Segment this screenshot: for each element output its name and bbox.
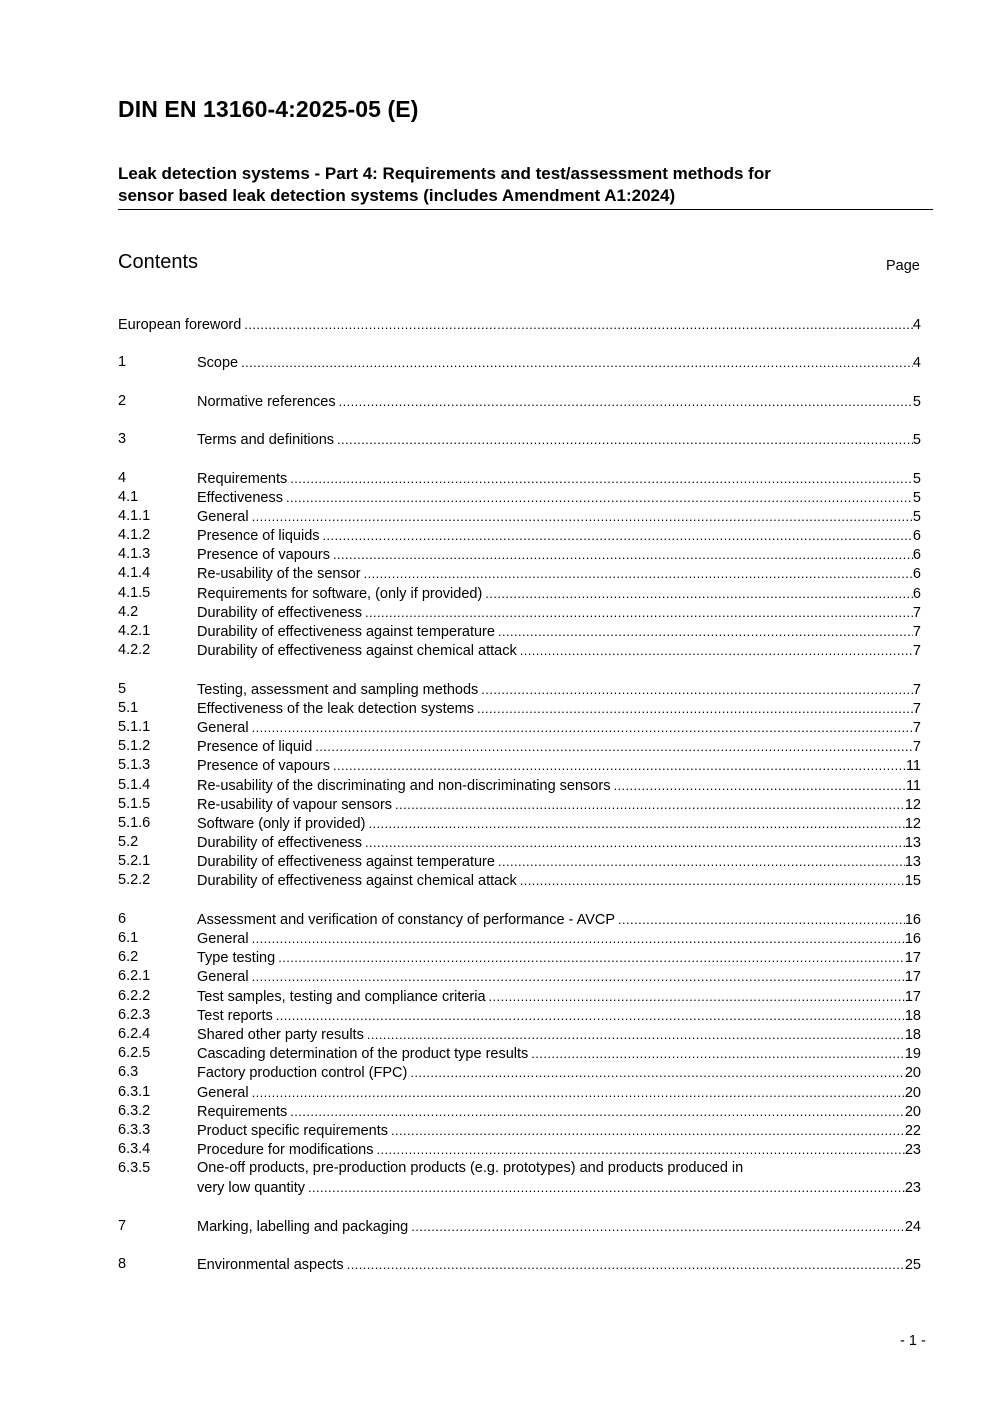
toc-entry-title: Type testing	[197, 950, 276, 967]
toc-entry-number: 1	[118, 354, 127, 371]
toc-entry-title: Assessment and verification of constancy of performance - AVCP	[197, 911, 616, 928]
toc-entry-page: 15	[904, 873, 921, 890]
toc-entry-body	[197, 948, 921, 968]
toc-dot-leader	[395, 795, 905, 814]
toc-entry[interactable]	[118, 564, 921, 583]
toc-entry[interactable]	[118, 1140, 921, 1159]
toc-dot-leader	[241, 353, 913, 372]
toc-entry-body	[197, 526, 921, 546]
toc-entry-body	[197, 1083, 921, 1103]
toc-entry-body	[197, 545, 921, 565]
toc-entry-body	[197, 852, 921, 872]
toc-entry-page: 5	[912, 489, 921, 506]
toc-entry[interactable]	[118, 1102, 921, 1121]
toc-entry-page: 18	[904, 1007, 921, 1024]
toc-entry[interactable]	[118, 545, 921, 564]
toc-entry-title: Presence of vapours	[197, 547, 330, 564]
toc-entry[interactable]	[118, 1044, 921, 1063]
toc-entry-title: very low quantity	[197, 1180, 305, 1197]
toc-entry-page: 5	[912, 393, 921, 410]
toc-entry-page: 7	[912, 739, 921, 756]
toc-dot-leader	[252, 1083, 905, 1102]
toc-entry-number: 5.2	[118, 834, 139, 851]
toc-entry-body	[118, 315, 921, 335]
toc-entry[interactable]	[118, 584, 921, 603]
toc-entry-number: 5.1.6	[118, 814, 151, 831]
toc-entry-page: 17	[904, 988, 921, 1005]
page-number: - 1 -	[900, 1333, 926, 1349]
toc-entry-page: 19	[904, 1046, 921, 1063]
toc-dot-leader	[290, 1102, 905, 1121]
toc-dot-leader	[337, 430, 913, 449]
toc-entry-body	[197, 641, 921, 661]
toc-entry-page: 7	[912, 624, 921, 640]
toc-entry[interactable]	[118, 967, 921, 986]
toc-entry-number: 6.3.5	[118, 1160, 151, 1177]
toc-dot-leader	[498, 852, 905, 871]
toc-entry-page: 16	[904, 911, 921, 928]
toc-entry-body	[197, 488, 921, 508]
toc-entry-number: 4.2.1	[118, 623, 151, 639]
toc-entry-number: 6.2.1	[118, 968, 151, 985]
toc-entry-body	[197, 622, 921, 642]
toc-entry-number: 8	[118, 1256, 127, 1273]
toc-dot-leader	[613, 776, 905, 795]
toc-entry-page: 7	[912, 643, 921, 660]
toc-entry[interactable]	[118, 814, 921, 833]
toc-entry-page: 18	[904, 1026, 921, 1043]
toc-dot-leader	[365, 833, 905, 852]
toc-entry-number: 5.1.1	[118, 718, 151, 735]
toc-entry-body	[197, 871, 921, 891]
toc-entry-number: 6.2.2	[118, 987, 151, 1004]
toc-entry-body	[197, 1006, 921, 1026]
toc-entry-title: Effectiveness of the leak detection systems	[197, 700, 474, 717]
toc-entry[interactable]	[118, 1217, 921, 1236]
toc-entry-title: Presence of liquids	[197, 528, 320, 545]
toc-entry-title: Requirements	[197, 1103, 288, 1120]
toc-entry-number: 6	[118, 910, 127, 927]
toc-dot-leader	[252, 718, 913, 737]
toc-entry-page: 6	[912, 585, 921, 602]
toc-entry-title: Durability of effectiveness against chemical attack	[197, 873, 517, 890]
toc-entry-body	[197, 603, 921, 623]
toc-dot-leader	[498, 622, 913, 641]
toc-dot-leader	[290, 469, 913, 488]
toc-dot-leader	[485, 584, 913, 603]
toc-entry-title: Product specific requirements	[197, 1122, 388, 1139]
toc-dot-leader	[391, 1121, 905, 1140]
toc-entry[interactable]	[118, 1006, 921, 1025]
toc-entry-page: 5	[912, 508, 921, 525]
toc-entry-number: 4.1.5	[118, 584, 151, 601]
toc-dot-leader	[481, 680, 913, 699]
toc-entry-number: 5.1.4	[118, 776, 151, 793]
toc-entry-title: General	[197, 508, 249, 525]
toc-entry-body	[197, 564, 921, 584]
toc-entry-number: 4.2	[118, 603, 139, 620]
toc-entry[interactable]	[118, 852, 921, 871]
toc-entry[interactable]	[118, 833, 921, 852]
toc-entry-title: Durability of effectiveness against temperature	[197, 624, 495, 640]
toc-entry-body	[197, 1255, 921, 1275]
toc-entry[interactable]	[118, 469, 921, 488]
toc-entry-title: General	[197, 719, 249, 736]
toc-entry-page: 24	[904, 1218, 921, 1235]
toc-entry-title: Test reports	[197, 1007, 273, 1024]
toc-entry-number: 6.3.1	[118, 1083, 151, 1100]
toc-entry-title: Durability of effectiveness against temperature	[197, 854, 495, 871]
toc-entry[interactable]	[118, 910, 921, 929]
toc-entry-page: 6	[912, 528, 921, 545]
toc-entry-title: Durability of effectiveness against chemical attack	[197, 643, 517, 660]
toc-entry-body	[197, 987, 921, 1007]
toc-entry-page: 12	[904, 796, 921, 813]
toc-entry-title: Environmental aspects	[197, 1257, 344, 1274]
toc-entry[interactable]	[118, 756, 921, 775]
toc-entry-number: 6.2.3	[118, 1006, 151, 1023]
toc-entry-number: 4.1.3	[118, 546, 151, 563]
toc-entry[interactable]	[118, 315, 921, 334]
toc-dot-leader	[489, 987, 905, 1006]
toc-entry[interactable]	[118, 430, 921, 449]
toc-entry-title: Durability of effectiveness	[197, 604, 362, 621]
toc-entry-page: 13	[904, 835, 921, 852]
toc-entry-number: 6.1	[118, 930, 139, 946]
toc-entry-number: 4.1	[118, 488, 139, 505]
toc-entry-title: Re-usability of the sensor	[197, 566, 361, 583]
toc-entry[interactable]	[118, 1025, 921, 1044]
toc-entry-number: 4	[118, 469, 127, 486]
toc-entry-page: 5	[912, 470, 921, 487]
toc-entry-title: Cascading determination of the product type results	[197, 1046, 529, 1063]
toc-dot-leader	[411, 1217, 905, 1236]
toc-entry[interactable]	[118, 871, 921, 890]
toc-entry-body	[197, 1025, 921, 1045]
toc-dot-leader	[333, 756, 906, 775]
toc-entry-body	[197, 699, 921, 719]
toc-entry-title: Testing, assessment and sampling methods	[197, 681, 479, 698]
toc-entry[interactable]	[118, 987, 921, 1006]
toc-entry-number: 6.3.3	[118, 1121, 151, 1138]
toc-entry-body	[197, 910, 921, 930]
toc-entry-page: 17	[904, 969, 921, 986]
toc-entry-title: Scope	[197, 355, 239, 372]
toc-dot-leader	[252, 967, 905, 986]
toc-entry-number: 5.1.2	[118, 738, 151, 755]
toc-entry-number: 4.1.1	[118, 507, 151, 524]
toc-entry[interactable]	[118, 737, 921, 756]
toc-entry[interactable]	[118, 526, 921, 545]
subtitle-line-1: Leak detection systems - Part 4: Requirements and test/assessment methods for	[118, 164, 771, 183]
toc-entry-page: 13	[904, 854, 921, 871]
toc-dot-leader	[278, 948, 905, 967]
toc-entry-title: Normative references	[197, 393, 336, 410]
toc-entry-page: 20	[904, 1065, 921, 1082]
toc-entry-body	[197, 737, 921, 757]
toc-entry-title: European foreword	[118, 317, 242, 333]
toc-entry-title: Effectiveness	[197, 489, 283, 506]
toc-entry[interactable]	[118, 1159, 921, 1178]
toc-entry-body	[197, 469, 921, 489]
toc-entry[interactable]	[118, 622, 921, 641]
toc-entry-number: 5.2.2	[118, 872, 151, 889]
toc-dot-leader	[315, 737, 913, 756]
toc-entry-number: 6.3.2	[118, 1102, 151, 1119]
toc-entry-body	[197, 1217, 921, 1237]
toc-entry-page: 20	[904, 1103, 921, 1120]
toc-entry-page: 16	[904, 931, 921, 947]
toc-entry-page: 7	[912, 604, 921, 621]
toc-dot-leader	[520, 641, 913, 660]
toc-entry-number: 4.1.4	[118, 565, 151, 582]
toc-dot-leader	[410, 1063, 905, 1082]
toc-dot-leader	[531, 1044, 905, 1063]
toc-entry-page: 4	[912, 355, 921, 372]
toc-entry-page: 7	[912, 719, 921, 736]
toc-entry-body	[197, 1140, 921, 1160]
toc-dot-leader	[365, 603, 913, 622]
toc-entry-page: 23	[904, 1180, 921, 1197]
toc-entry-title: Test samples, testing and compliance criteria	[197, 988, 486, 1005]
toc-entry-title: Procedure for modifications	[197, 1142, 374, 1159]
toc-entry-page: 5	[912, 432, 921, 449]
toc-entry-title: Terms and definitions	[197, 432, 335, 449]
toc-entry[interactable]	[118, 929, 921, 948]
toc-dot-leader	[368, 814, 904, 833]
toc-entry-body	[197, 430, 921, 450]
toc-entry-body	[197, 1178, 921, 1198]
toc-entry[interactable]	[118, 1255, 921, 1274]
table-of-contents	[118, 315, 921, 1274]
toc-entry-number: 6.2.5	[118, 1045, 151, 1062]
toc-entry-title: Re-usability of the discriminating and non-discriminating sensors	[197, 777, 611, 794]
toc-entry-number: 6.2.4	[118, 1025, 151, 1042]
toc-entry-body	[197, 756, 921, 776]
toc-entry-page: 6	[912, 566, 921, 583]
toc-entry-page: 11	[905, 758, 921, 775]
toc-entry-number: 6.3.4	[118, 1141, 151, 1158]
toc-dot-leader	[252, 507, 913, 526]
toc-dot-leader	[252, 929, 905, 948]
toc-entry-body	[197, 929, 921, 949]
toc-entry-page: 25	[904, 1257, 921, 1274]
document-subtitle	[118, 163, 933, 210]
toc-entry-page: 17	[904, 950, 921, 967]
toc-entry-number: 5.2.1	[118, 853, 151, 870]
toc-entry-title: Marking, labelling and packaging	[197, 1218, 409, 1235]
toc-entry-number: 2	[118, 392, 127, 409]
toc-entry-number: 5.1.3	[118, 757, 151, 774]
toc-entry-title: Durability of effectiveness	[197, 835, 362, 852]
page-column-label: Page	[886, 258, 920, 274]
toc-entry[interactable]	[118, 718, 921, 737]
toc-entry-title: General	[197, 931, 249, 947]
toc-entry-body	[197, 814, 921, 834]
toc-entry-page: 20	[904, 1084, 921, 1101]
toc-entry[interactable]	[118, 488, 921, 507]
toc-entry-body	[197, 1159, 921, 1178]
toc-entry[interactable]	[118, 680, 921, 699]
toc-entry-title: Presence of vapours	[197, 758, 330, 775]
toc-entry[interactable]	[118, 1121, 921, 1140]
toc-entry[interactable]	[118, 507, 921, 526]
toc-entry-title: One-off products, pre-production products (e.g. prototypes) and products produced in	[197, 1160, 744, 1177]
toc-entry-page: 7	[912, 681, 921, 698]
toc-entry-number: 5.1.5	[118, 795, 151, 812]
toc-entry-body	[197, 718, 921, 738]
toc-entry-title: Requirements for software, (only if provided)	[197, 585, 483, 602]
toc-entry[interactable]	[118, 1178, 921, 1197]
toc-dot-leader	[244, 315, 913, 334]
toc-entry-body	[197, 1102, 921, 1122]
toc-dot-leader	[520, 871, 905, 890]
toc-entry-title: General	[197, 969, 249, 986]
toc-entry-page: 12	[904, 815, 921, 832]
toc-dot-leader	[347, 1255, 905, 1274]
toc-entry-number: 6.2	[118, 949, 139, 966]
toc-entry-body	[197, 680, 921, 700]
toc-entry[interactable]	[118, 1083, 921, 1102]
toc-entry-page: 6	[912, 547, 921, 564]
toc-entry-page: 22	[904, 1122, 921, 1139]
toc-entry-body	[197, 1044, 921, 1064]
toc-dot-leader	[323, 526, 913, 545]
toc-entry-number: 3	[118, 431, 127, 448]
toc-entry-title: Requirements	[197, 470, 288, 487]
toc-entry-body	[197, 795, 921, 815]
toc-entry[interactable]	[118, 392, 921, 411]
toc-entry[interactable]	[118, 776, 921, 795]
toc-dot-leader	[308, 1178, 905, 1197]
toc-dot-leader	[377, 1140, 905, 1159]
toc-entry-number: 6.3	[118, 1064, 139, 1081]
toc-dot-leader	[286, 488, 913, 507]
toc-entry-body	[197, 507, 921, 527]
toc-entry-title: General	[197, 1084, 249, 1101]
toc-entry-title: Re-usability of vapour sensors	[197, 796, 393, 813]
toc-dot-leader	[367, 1025, 905, 1044]
toc-entry-body	[197, 584, 921, 604]
contents-heading: Contents	[118, 251, 199, 273]
toc-entry-number: 5.1	[118, 699, 139, 716]
subtitle-line-2: sensor based leak detection systems (includes Amendment A1:2024)	[118, 186, 676, 205]
toc-entry[interactable]	[118, 699, 921, 718]
toc-dot-leader	[618, 910, 905, 929]
toc-entry-number: 7	[118, 1217, 127, 1234]
toc-entry[interactable]	[118, 353, 921, 372]
toc-dot-leader	[364, 564, 913, 583]
toc-entry-number: 4.2.2	[118, 642, 151, 659]
toc-entry-body	[197, 1121, 921, 1141]
toc-entry-body	[197, 967, 921, 987]
toc-entry[interactable]	[118, 1063, 921, 1082]
toc-entry-number: 5	[118, 680, 127, 697]
toc-entry-page: 4	[912, 317, 921, 333]
toc-entry-body	[197, 353, 921, 373]
toc-entry[interactable]	[118, 603, 921, 622]
toc-dot-leader	[339, 392, 913, 411]
toc-entry-title: Presence of liquid	[197, 739, 313, 756]
toc-entry-page: 23	[904, 1142, 921, 1159]
toc-entry[interactable]	[118, 795, 921, 814]
document-title: DIN EN 13160-4:2025-05 (E)	[118, 96, 419, 122]
toc-entry-title: Shared other party results	[197, 1026, 364, 1043]
toc-entry-body	[197, 833, 921, 853]
toc-entry-body	[197, 392, 921, 412]
toc-dot-leader	[477, 699, 913, 718]
toc-dot-leader	[333, 545, 913, 564]
toc-entry-title: Factory production control (FPC)	[197, 1065, 408, 1082]
toc-entry-body	[197, 1063, 921, 1083]
toc-entry[interactable]	[118, 641, 921, 660]
toc-entry-number: 4.1.2	[118, 527, 151, 544]
toc-entry-body	[197, 776, 921, 796]
toc-entry[interactable]	[118, 948, 921, 967]
toc-entry-page: 7	[912, 700, 921, 717]
toc-entry-title: Software (only if provided)	[197, 815, 366, 832]
toc-entry-page: 11	[905, 777, 921, 794]
toc-dot-leader	[276, 1006, 905, 1025]
